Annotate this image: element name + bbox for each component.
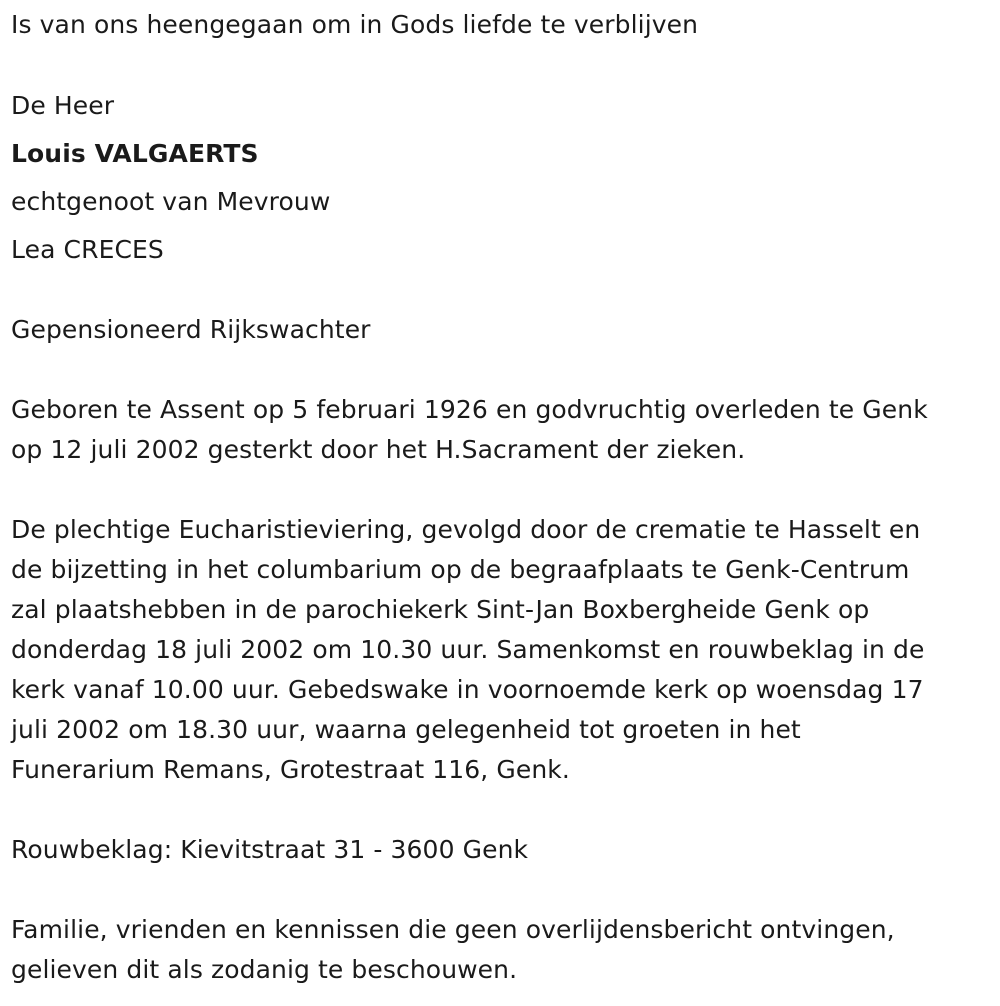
birth-death-paragraph	[11, 390, 988, 470]
paragraph-line: gelieven dit als zodanig te beschouwen.	[11, 955, 518, 984]
paragraph-line: juli 2002 om 18.30 uur, waarna gelegenheid tot groeten in het	[11, 715, 801, 744]
paragraph-line: op 12 juli 2002 gesterkt door het H.Sacrament der zieken.	[11, 435, 746, 464]
ceremony-paragraph	[11, 510, 988, 790]
closing-paragraph	[11, 910, 988, 990]
paragraph-line: donderdag 18 juli 2002 om 10.30 uur. Samenkomst en rouwbeklag in de	[11, 635, 925, 664]
paragraph-line: kerk vanaf 10.00 uur. Gebedswake in voornoemde kerk op woensdag 17	[11, 675, 924, 704]
spouse-intro: echtgenoot van Mevrouw	[11, 187, 331, 216]
paragraph-line: Familie, vrienden en kennissen die geen overlijdensbericht ontvingen,	[11, 915, 895, 944]
intro-text: Is van ons heengegaan om in Gods liefde te verblijven	[11, 10, 699, 39]
spouse-name: Lea CRECES	[11, 235, 164, 264]
salutation: De Heer	[11, 91, 115, 120]
paragraph-line: Funerarium Remans, Grotestraat 116, Genk.	[11, 755, 570, 784]
paragraph-line: zal plaatshebben in de parochiekerk Sint-Jan Boxbergheide Genk op	[11, 595, 870, 624]
paragraph-line: de bijzetting in het columbarium op de begraafplaats te Genk-Centrum	[11, 555, 910, 584]
deceased-name: Louis VALGAERTS	[11, 139, 259, 168]
paragraph-line: De plechtige Eucharistieviering, gevolgd door de crematie te Hasselt en	[11, 515, 921, 544]
paragraph-line: Geboren te Assent op 5 februari 1926 en godvruchtig overleden te Genk	[11, 395, 928, 424]
occupation: Gepensioneerd Rijkswachter	[11, 315, 371, 344]
condolence-address: Rouwbeklag: Kievitstraat 31 - 3600 Genk	[11, 835, 529, 864]
